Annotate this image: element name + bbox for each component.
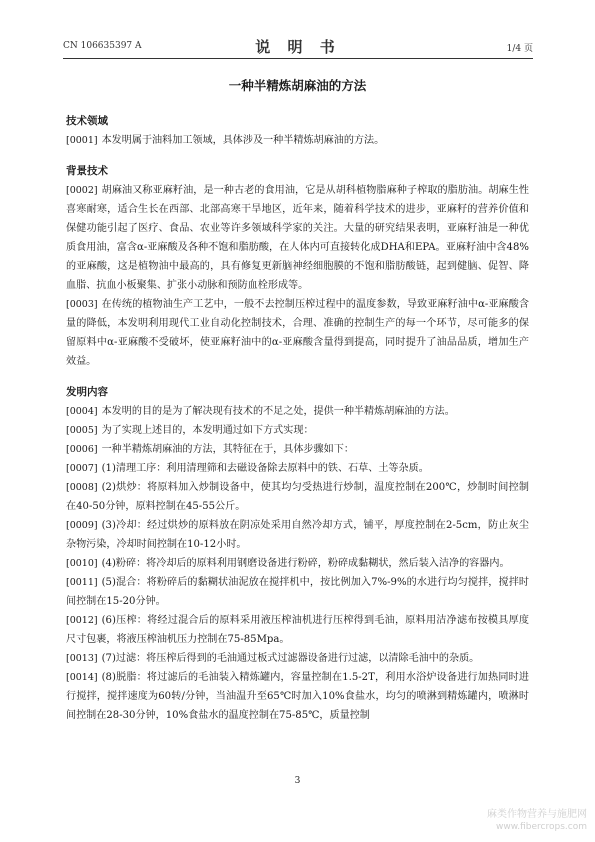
page-header — [63, 36, 533, 56]
paragraph-text: 胡麻油又称亚麻籽油，是一种古老的食用油，它是从胡科植物脂麻种子榨取的脂肪油。胡麻生性喜寒耐寒，适合生长在西部、北部高寒干旱地区，近年来，随着科学技术的进步，亚麻籽的营养价值和保健功能引起了医疗、食品、农业等许多领域科学家的关注。大量的研究结果表明，亚麻籽油是一种优质食用油，富含α-亚麻酸及各种不饱和脂肪酸，在人体内可直接转化成DHA和EPA。亚麻籽油中含48%的亚麻酸，这是植物油中最高的，具有修复更新脑神经细胞膜的不饱和脂肪酸链，起到健脑、促智、降血脂、抗血小板聚集、扩张小动脉和预防血栓形成等。 — [66, 185, 529, 291]
paragraph-text: (5)混合：将粉碎后的黏糊状油泥放在搅拌机中，按比例加入7%-9%的水进行均匀搅拌，搅拌时间控制在15-20分钟。 — [66, 577, 529, 607]
paragraph-number: [0013] — [66, 653, 98, 664]
section-heading: 发明内容 — [66, 386, 108, 398]
paragraph — [66, 611, 529, 649]
paragraph-text: 本发明的目的是为了解决现有技术的不足之处，提供一种半精炼胡麻油的方法。 — [101, 406, 455, 417]
header-divider — [63, 58, 533, 59]
paragraph-number: [0002] — [66, 185, 98, 196]
document-body — [66, 112, 529, 725]
paragraph — [66, 478, 529, 516]
watermark — [487, 808, 587, 834]
paragraph — [66, 668, 529, 725]
paragraph-number: [0011] — [66, 577, 98, 588]
paragraph-number: [0003] — [66, 299, 98, 310]
paragraph — [66, 573, 529, 611]
document-type: 说 明 书 — [255, 38, 341, 56]
document-title: 一种半精炼胡麻油的方法 — [228, 78, 367, 93]
watermark-text: 麻类作物营养与施肥网 — [487, 809, 587, 820]
paragraph-text: (1)清理工序：利用清理筛和去磁设备除去原料中的铁、石草、土等杂质。 — [101, 463, 429, 474]
paragraph — [66, 649, 529, 668]
paragraph-text: (4)粉碎：将冷却后的原料利用钢磨设备进行粉碎，粉碎成黏糊状，然后装入洁净的容器内。 — [101, 558, 510, 569]
paragraph — [66, 131, 529, 150]
patent-number: CN 106635397 A — [63, 41, 142, 51]
paragraph-number: [0014] — [66, 672, 98, 683]
paragraph — [66, 440, 529, 459]
page-info: 1/4 页 — [506, 44, 533, 54]
paragraph-text: 为了实现上述目的，本发明通过如下方式实现： — [101, 425, 314, 436]
paragraph-number: [0001] — [66, 135, 98, 146]
paragraph-text: 一种半精炼胡麻油的方法，其特征在于，具体步骤如下： — [101, 444, 354, 455]
paragraph-text: (6)压榨：将经过混合后的原料采用液压榨油机进行压榨得到毛油，原料用洁净滤布按模具厚度尺寸包裹，将液压榨油机压力控制在75-85Mpa。 — [66, 615, 529, 645]
paragraph-number: [0004] — [66, 406, 98, 417]
paragraph — [66, 554, 529, 573]
paragraph-number: [0007] — [66, 463, 98, 474]
paragraph-text: (2)烘炒：将原料加入炒制设备中，使其均匀受热进行炒制，温度控制在200℃，炒制时间控制在40-50分钟，原料控制在45-55公斤。 — [66, 482, 529, 512]
paragraph-text: (7)过滤：将压榨后得到的毛油通过板式过滤器设备进行过滤，以清除毛油中的杂质。 — [101, 653, 480, 664]
watermark-url: www.fibercrops.com — [496, 822, 587, 832]
section-heading: 技术领域 — [66, 115, 108, 127]
paragraph — [66, 402, 529, 421]
paragraph-text: (3)冷却：经过烘炒的原料放在阴凉处采用自然冷却方式，铺平，厚度控制在2-5cm，防止灰尘杂物污染，冷却时间控制在10-12小时。 — [66, 520, 529, 550]
paragraph — [66, 516, 529, 554]
paragraph-number: [0009] — [66, 520, 98, 531]
paragraph-text: (8)脱脂：将过滤后的毛油装入精炼罐内，容量控制在1.5-2T，利用水浴炉设备进行加热同时进行搅拌，搅拌速度为60转/分钟，当油温升至65℃时加入10%食盐水，均匀的喷淋到精炼罐内，喷淋时间控制在28-30分钟，10%食盐水的温度控制在75-85℃，质量控制 — [66, 672, 529, 721]
paragraph-number: [0008] — [66, 482, 98, 493]
paragraph-number: [0006] — [66, 444, 98, 455]
page-number: 3 — [294, 776, 301, 786]
paragraph-text: 在传统的植物油生产工艺中，一般不去控制压榨过程中的温度参数，导致亚麻籽油中α-亚麻酸含量的降低，本发明利用现代工业自动化控制技术，合理、准确的控制生产的每一个环节，尽可能多的保留原料中α-亚麻酸不受破坏，使亚麻籽油中的α-亚麻酸含量得到提高，同时提升了油品品质，增加生产效益。 — [66, 299, 529, 367]
paragraph-number: [0005] — [66, 425, 98, 436]
paragraph — [66, 421, 529, 440]
paragraph — [66, 181, 529, 295]
paragraph-number: [0010] — [66, 558, 98, 569]
paragraph — [66, 459, 529, 478]
paragraph — [66, 295, 529, 371]
section-heading: 背景技术 — [66, 165, 108, 177]
paragraph-number: [0012] — [66, 615, 98, 626]
paragraph-text: 本发明属于油料加工领域，具体涉及一种半精炼胡麻油的方法。 — [101, 135, 385, 146]
